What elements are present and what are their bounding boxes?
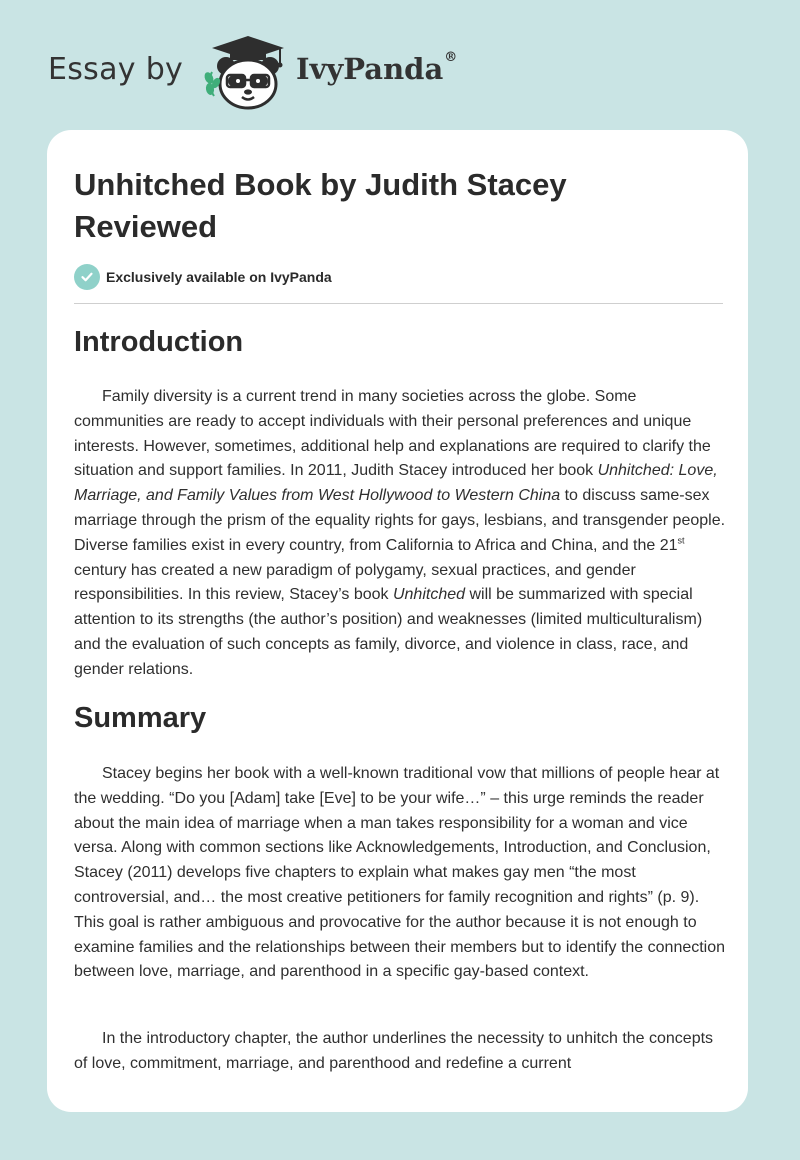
- intro-text-part-3: century has created a new paradigm of polygamy, sexual practices, and gender responsibilities. In this review, Stacey’s book: [74, 561, 636, 604]
- registered-mark: ®: [444, 50, 458, 65]
- intro-text-part-2: to discuss same-sex marriage through the prism of the equality rights for gays, lesbians, and transgender people. Diverse families exist in every country, from California to Africa and China, and the 21: [74, 487, 726, 554]
- exclusive-badge-label: Exclusively available on IvyPanda: [106, 269, 332, 285]
- section-heading-summary: Summary: [74, 702, 207, 734]
- checkmark-circle-icon: [74, 264, 100, 290]
- ordinal-suffix: st: [677, 535, 685, 546]
- essay-by-label: Essay by: [48, 52, 184, 87]
- exclusive-badge: [74, 264, 332, 290]
- section-heading-introduction: Introduction: [74, 326, 244, 358]
- book-full-title: Unhitched: Love, Marriage, and Family Values from West Hollywood to Western China: [74, 462, 718, 505]
- summary-paragraph-1: Stacey begins her book with a well-known traditional vow that millions of people hear at the wedding. “Do you [Adam] take [Eve] to be your wife…” – this urge reminds the reader about the main idea of marriage when a man takes responsibility for a woman and vice versa. Along with common sections like Acknowledgements, Introduction, and Conclusion, Stacey (2011) develops five chapters to explain what makes gay men “the most controversial, and… the most creative petitioners for family recognition and rights” (p. 9). This goal is rather ambiguous and provocative for the author because it is not enough to examine families and the relationships between their members but to identify the connection between love, marriage, and parenthood in a specific gay-based context.: [74, 765, 726, 981]
- intro-paragraph: [74, 385, 726, 683]
- book-short-title: Unhitched: [392, 586, 466, 604]
- site-header: [0, 0, 800, 130]
- intro-text-part-4: will be summarized with special attention to its strengths (the author’s position) and weaknesses (limited multiculturalism) and the evaluation of such concepts as family, divorce, and violence in class, race, and gender relations.: [74, 586, 703, 678]
- title-divider: [74, 303, 723, 304]
- page-title: Unhitched Book by Judith Stacey Reviewed: [74, 167, 567, 244]
- brand-name-text: IvyPanda: [296, 52, 444, 86]
- summary-paragraph-2: In the introductory chapter, the author underlines the necessity to unhitch the concepts of love, commitment, marriage, and parenthood and redefine a current: [74, 1030, 714, 1072]
- intro-text-part-1: Family diversity is a current trend in many societies across the globe. Some communities are ready to accept individuals with their personal preferences and unique interests. However, sometimes, additional help and explanations are required to clarify the situation and support families. In 2011, Judith Stacey introduced her book: [74, 388, 711, 480]
- essay-card: [47, 130, 748, 1112]
- brand-name[interactable]: [296, 52, 457, 86]
- panda-graduate-logo-icon[interactable]: [200, 34, 296, 110]
